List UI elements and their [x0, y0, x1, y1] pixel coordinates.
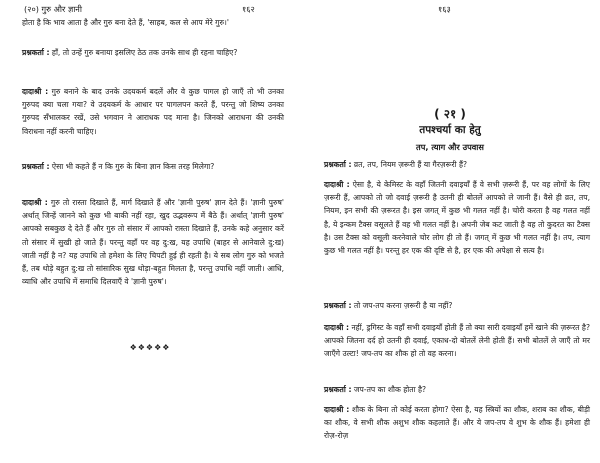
- right-paragraph-1: [324, 158, 590, 171]
- left-page-number: १६२: [242, 4, 255, 14]
- paragraph-text: तो जप-तप करना ज़रूरी है या नहीं?: [351, 301, 453, 310]
- speaker-label: दादाश्री :: [324, 323, 350, 332]
- paragraph-text: गुरु बनाने के बाद उनके उदयकर्म बदलें और वे कुछ पागल हो जाएँ तो भी उनका गुरुपद क्या चला गया? वे उदयकर्म के आधार पर पागलपन करते हैं, परन्तु जो शिष्य उनका गुरुपद सँभालकर रखें, उसे भगवान ने आराधक पद माना है। जिनको आराधना की उनकी विराधना नहीं करनी चाहिए।: [22, 87, 284, 136]
- paragraph-text: नहीं, ड्रगिस्ट के वहाँ सभी दवाइयाँ होती हैं तो क्या सारी दवाइयाँ हमें खाने की ज़रूरत है? आपको जितना दर्द हो उतनी ही दवाई, एकाध-दो बोतलें लेनी होती हैं। सभी बोतलें ले जाएँ तो मर जाएँगे उल्टा! जप-तप का शौक हो तो वह करना।: [324, 323, 590, 359]
- left-page-header: (२०) गुरु और ज्ञानी: [24, 4, 82, 14]
- paragraph-text: जप-तप का शौक होता है?: [351, 385, 427, 394]
- chapter-number: ( २१ ): [434, 107, 466, 121]
- paragraph-text: ऐसा है, ये केमिस्ट के वहाँ जितनी दवाइयाँ हैं वे सभी ज़रूरी हैं, पर वह लोगों के लिए ज़रूरी हैं, आपको तो जो दवाई ज़रूरी है उतनी ही बोतलें आपको ले जानी हैं। वैसे ही व्रत, तप, नियम, इन सभी की ज़रूरत है। इस जगत् में कुछ भी गलत नहीं है। चोरी करता है वह गलत नहीं है, ये इन्कम टैक्स वसूलते हैं वह भी गलत नहीं है। अपनी जेब कट जाती है वह तो कुदरत का टैक्स है। उस टैक्स को वसूली करनेवाले चोर लोग ही तो हैं। जगत् में कुछ भी गलत नहीं है। तप, त्याग कुछ भी गलत नहीं है। परन्तु हर एक की दृष्टि से है, हर एक की अपेक्षा से सत्य है।: [324, 180, 590, 256]
- speaker-label: प्रश्नकर्ता :: [324, 385, 352, 394]
- speaker-label: प्रश्नकर्ता :: [324, 160, 352, 169]
- speaker-label: प्रश्नकर्ता :: [22, 48, 50, 57]
- right-paragraph-4: [324, 321, 590, 361]
- speaker-label: प्रश्नकर्ता :: [22, 162, 50, 171]
- right-paragraph-5: [324, 383, 590, 396]
- speaker-label: दादाश्री :: [22, 87, 49, 96]
- right-paragraph-3: [324, 299, 590, 312]
- speaker-label: दादाश्री :: [324, 180, 350, 189]
- right-page: [300, 0, 600, 463]
- speaker-label: दादाश्री :: [22, 198, 48, 207]
- right-page-number: १६३: [438, 4, 451, 14]
- paragraph-text: गुरु तो रास्ता दिखाते हैं, मार्ग दिखाते हैं और 'ज्ञानी पुरुष' ज्ञान देते हैं। 'ज्ञानी पुरुष' अर्थात् जिन्हें जानने को कुछ भी बाकी नहीं रहा, खुद उद्भवरूप में बैठे हैं। अर्थात् 'ज्ञानी पुरुष' आपको सबकुछ दे देते हैं और गुरु तो संसार में आपको रास्ता दिखाते हैं, उनके कहे अनुसार करें तो संसार में सुखी हो जाते हैं। परन्तु वहाँ पर वह दु:ख, यह उपाधि (बाहर से आनेवाले दु:ख) जाती नहीं है न? यह उपाधि तो हमेशा के लिए चिपटी हुई ही रहती है। ये सब लोग गुरु को भजते हैं, तब थोड़े बहुत दु:ख तो सांसारिक सुख थोड़ा-बहुत मिलता है, परन्तु उपाधि नहीं जाती। आधि, व्याधि और उपाधि में समाधि दिलवाएँ वे 'ज्ञानी पुरुष'।: [22, 198, 284, 287]
- paragraph-text: शौक के बिना तो कोई करता होगा? ऐसा है, यह स्त्रियों का शौक, शराब का शौक, बीड़ी का शौक, वे सभी शौक अशुभ शौक कहलाते हैं। और ये जप-तप वे शुभ के शौक हैं। हमेशा ही रोज़-रोज़: [324, 405, 591, 441]
- left-paragraph-1: [22, 16, 284, 29]
- right-paragraph-2: [324, 178, 590, 257]
- speaker-label: दादाश्री :: [324, 405, 350, 414]
- paragraph-text: होता है कि भाव आता है और गुरु बना देते हैं, 'साहब, कल से आप मेरे गुरु।': [22, 18, 229, 27]
- chapter-title: तपश्चर्या का हेतु: [419, 124, 481, 136]
- chapter-subtitle: तप, त्याग और उपवास: [416, 142, 484, 152]
- left-paragraph-3: [22, 85, 284, 138]
- left-paragraph-2: [22, 46, 284, 59]
- paragraph-text: व्रत, तप, नियम ज़रूरी हैं या गैरज़रूरी हैं?: [351, 160, 468, 169]
- speaker-label: प्रश्नकर्ता :: [324, 301, 352, 310]
- section-separator: ❖❖❖❖❖: [129, 343, 171, 352]
- left-paragraph-4: [22, 160, 284, 173]
- paragraph-text: हाँ, तो उन्हें गुरु बनाया इसलिए ठेठ तक उनके साथ ही रहना चाहिए?: [49, 48, 238, 57]
- right-paragraph-6: [324, 403, 590, 443]
- left-paragraph-5: [22, 196, 284, 288]
- paragraph-text: ऐसा भी कहते हैं न कि गुरु के बिना ज्ञान किस तरह मिलेगा?: [49, 162, 215, 171]
